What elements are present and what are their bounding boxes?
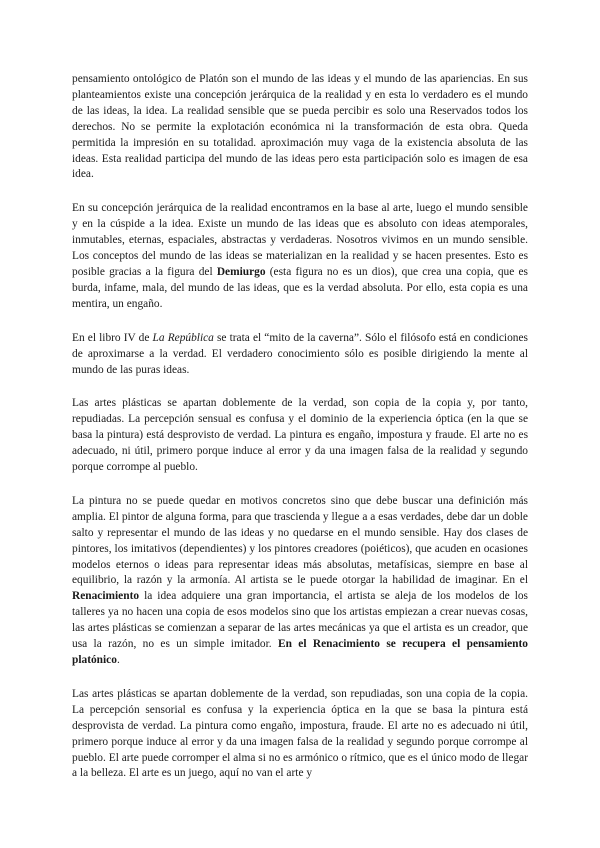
text-run: En su concepción jerárquica de la realidad encontramos en la base al arte, luego el mundo sensible y en la cúspide a la idea. Existe un mundo de las ideas que es absoluto con ideas atemporales, inmutables, eternas, espaciales, abstractas y verdaderas. Nosotros vivimos en un mundo sensible. Los conceptos del mundo de las ideas se materializan en la realidad y se hacen presentes. Esto es posible gracias a la figura del — [72, 202, 528, 278]
paragraph-p5 — [72, 494, 528, 669]
bold-text: Renacimiento — [72, 590, 140, 603]
bold-text: Demiurgo — [216, 265, 266, 278]
bold-text: En el Renacimiento se recupera el pensamiento platónico — [72, 638, 528, 666]
text-run: Las artes plásticas se apartan doblemente de la verdad, son copia de la copia y, por tanto, repudiadas. La percepción sensual es confusa y el dominio de la experiencia óptica (en la que se basa la pintura) está desprovisto de verdad. La pintura es engaño, impostura y fraude. El arte no es adecuado, ni útil, primero porque induce al error y da una imagen falsa de la realidad y segundo porque corrompe al pueblo. — [72, 397, 528, 474]
paragraph-p6 — [72, 687, 528, 782]
paragraph-p2 — [72, 201, 528, 312]
text-run: En el libro IV de — [72, 331, 153, 344]
text-run: la idea adquiere una gran importancia, el artista se aleja de los modelos de los talleres ya no hacen una copia de esos modelos sino que los artistas empiezan a crear nuevas cosas, las artes plásticas se comienzan a separar de las artes mecánicas ya que el artista es un creador, que usa la razón, no es un simple imitador. — [72, 590, 528, 651]
text-run: La pintura no se puede quedar en motivos concretos sino que debe buscar una definición más amplia. El pintor de alguna forma, para que trascienda y llegue a a esas verdades, debe dar un doble salto y representar el mundo de las ideas y no quedarse en el mundo sensible. Hay dos clases de pintores, los imitativos (dependientes) y los pintores creadores (poiéticos), que acuden en ocasiones modelos eternos o ideas para representar ideas más absolutas, metafísicas, siempre en base al equilibrio, la razón y la armonía. Al artista se le puede otorgar la habilidad de imaginar. En el — [72, 494, 528, 587]
document-page — [72, 72, 528, 782]
paragraph-p1 — [72, 72, 528, 183]
text-run: pensamiento ontológico de Platón son el mundo de las ideas y el mundo de las apariencias. En sus planteamientos existe una concepción jerárquica de la realidad y en esta lo verdadero es el mundo de las ideas, la idea. La realidad sensible que se pueda percibir es solo una Reservados todos los derechos. No se permite la explotación económica ni la transformación de esta obra. Queda permitida la impresión en su totalidad. aproximación muy vaga de la existencia absoluta de las ideas. Esta realidad participa del mundo de las ideas pero esta participación solo es imagen de esa idea. — [72, 73, 528, 181]
text-run: . — [116, 654, 120, 666]
text-run: se trata el “mito de la caverna”. Sólo el filósofo está en condiciones de aproximarse a la verdad. El verdadero conocimiento sólo es posible dirigiendo la mente al mundo de las puras ideas. — [72, 331, 528, 376]
italic-title: La República — [152, 331, 214, 344]
text-run: (esta figura no es un dios), que crea una copia, que es burda, infame, mala, del mundo de las ideas, que es la verdad absoluta. Por ello, esta copia es una mentira, un engaño. — [72, 265, 528, 310]
text-run: Las artes plásticas se apartan doblemente de la verdad, son repudiadas, son una copia de la copia. La percepción sensorial es confusa y la experiencia óptica en la que se basa la pintura está desprovista de verdad. La pintura como engaño, impostura, fraude. El arte no es adecuado ni útil, primero porque induce al error y da una imagen falsa de la realidad y segundo porque corrompe al pueblo. El arte puede corromper el alma si no es armónico o rítmico, que es el único modo de llegar a la belleza. El arte es un juego, aquí no van el arte y — [72, 687, 528, 780]
paragraph-p3 — [72, 331, 528, 379]
paragraph-p4 — [72, 396, 528, 476]
